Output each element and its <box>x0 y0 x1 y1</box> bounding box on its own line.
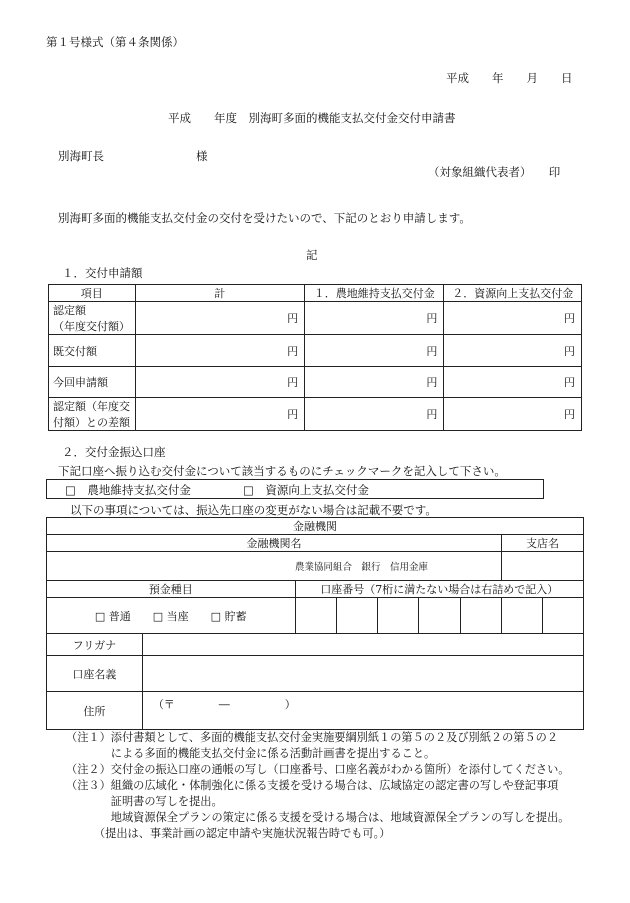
address-field[interactable] <box>142 692 583 730</box>
section2-heading: ２．交付金振込口座 <box>62 445 166 459</box>
header-farmland: １．農地維持支払交付金 <box>305 285 444 302</box>
bank-name-label: 金融機関名 <box>47 535 502 552</box>
no-change-note: 以下の事項については、振込先口座の変更がない場合は記載不要です。 <box>70 503 437 517</box>
account-digit[interactable] <box>461 598 502 634</box>
account-digit[interactable] <box>337 598 378 634</box>
note-1-cont: による多面的機能支払交付金に係る活動計画書を提出すること。 <box>66 747 436 760</box>
account-digit[interactable] <box>502 598 543 634</box>
account-digit[interactable] <box>543 598 584 634</box>
check-farmland[interactable]: □ 農地維持支払交付金 <box>65 483 191 497</box>
addressee: 別海町長 様 <box>58 149 208 163</box>
account-number-label: 口座番号（7桁に満たない場合は右詰めで記入） <box>295 581 584 598</box>
row-label: 今回申請額 <box>49 367 136 398</box>
address-label: 住所 <box>47 692 143 730</box>
deposit-options[interactable]: □ 普通 □ 当座 □ 貯蓄 <box>47 598 296 634</box>
furigana-field[interactable] <box>142 634 583 656</box>
holder-label: 口座名義 <box>47 656 143 692</box>
furigana-label: フリガナ <box>47 634 143 656</box>
check-box-row <box>46 479 544 499</box>
postal-code: （〒 ― ） <box>152 698 296 711</box>
deposit-type-label: 預金種目 <box>47 581 296 598</box>
branch-label: 支店名 <box>502 535 584 552</box>
account-digit[interactable] <box>419 598 461 634</box>
page-title: 平成 年度 別海町多面的機能支払交付金交付申請書 <box>168 111 456 125</box>
bank-types: 農業協同組合 銀行 信用金庫 <box>295 552 502 581</box>
header-item: 項目 <box>49 285 136 302</box>
bank-name-field[interactable] <box>47 552 296 581</box>
yen-cell[interactable]: 円 <box>305 302 444 335</box>
holder-field[interactable] <box>142 656 583 692</box>
note-3-timing: （提出は、事業計画の認定申請や実施状況報告時でも可。） <box>66 827 391 840</box>
row-label: 認定額 （年度交付額） <box>49 302 136 335</box>
row-label: 既交付額 <box>49 335 136 367</box>
yen-cell[interactable]: 円 <box>135 335 305 367</box>
check-resource[interactable]: □ 資源向上支払交付金 <box>243 483 369 497</box>
note-2: （注２）交付金の振込口座の通帳の写し（口座番号、口座名義がわかる箇所）を添付してください。 <box>66 763 570 776</box>
applicant-line: （対象組織代表者） 印 <box>428 165 561 179</box>
yen-cell[interactable]: 円 <box>135 367 305 398</box>
yen-cell[interactable]: 円 <box>135 398 305 431</box>
yen-cell[interactable]: 円 <box>444 398 582 431</box>
yen-cell[interactable]: 円 <box>305 367 444 398</box>
row-label: 認定額（年度交 付額）との差額 <box>49 398 136 431</box>
yen-cell[interactable]: 円 <box>135 302 305 335</box>
bank-header: 金融機関 <box>47 518 584 535</box>
note-3-cont: 証明書の写しを提出。 <box>66 795 223 808</box>
yen-cell[interactable]: 円 <box>305 398 444 431</box>
yen-cell[interactable]: 円 <box>305 335 444 367</box>
branch-field[interactable] <box>502 552 584 581</box>
form-number: 第１号様式（第４条関係） <box>46 35 184 49</box>
header-resource: ２．資源向上支払交付金 <box>444 285 582 302</box>
note-3: （注３）組織の広域化・体制強化に係る支援を受ける場合は、広域協定の認定書の写しや登記事項 <box>66 779 559 792</box>
note-3-plan: 地域資源保全プランの策定に係る支援を受ける場合は、地域資源保全プランの写しを提出。 <box>66 811 570 824</box>
yen-cell[interactable]: 円 <box>444 335 582 367</box>
note-1: （注１）添付書類として、多面的機能支払交付金実施要綱別紙１の第５の２及び別紙２の第５の２ <box>66 731 559 744</box>
intro-text: 別海町多面的機能支払交付金の交付を受けたいので、下記のとおり申請します。 <box>58 211 471 225</box>
bank-table <box>46 517 584 730</box>
section2-instruction: 下記口座へ振り込む交付金について該当するものにチェックマークを記入して下さい。 <box>58 464 506 478</box>
application-amount-table <box>48 284 582 431</box>
yen-cell[interactable]: 円 <box>444 302 582 335</box>
date-line: 平成 年 月 日 <box>446 71 573 85</box>
yen-cell[interactable]: 円 <box>444 367 582 398</box>
section1-heading: １．交付申請額 <box>62 266 143 280</box>
header-total: 計 <box>135 285 305 302</box>
account-digit[interactable] <box>295 598 337 634</box>
account-digit[interactable] <box>378 598 419 634</box>
ki-mark: 記 <box>306 248 318 262</box>
